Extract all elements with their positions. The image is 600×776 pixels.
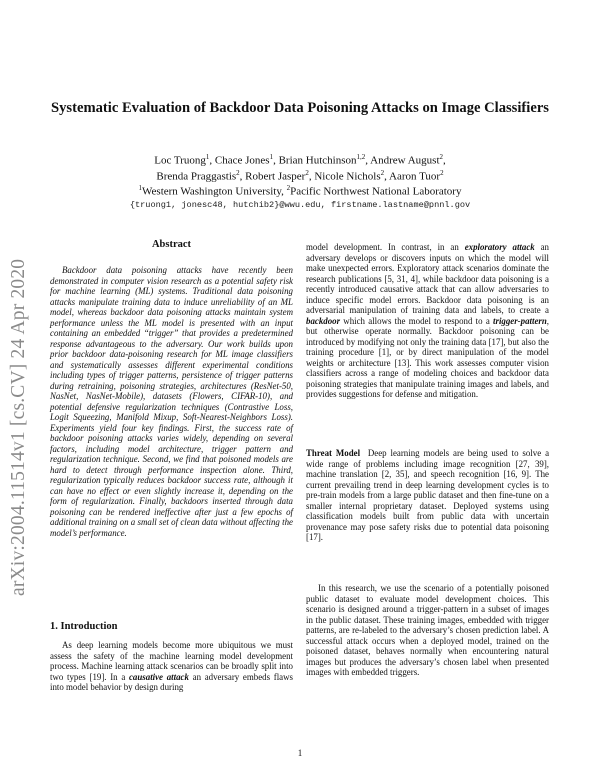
author-name: Loc Truong (154, 154, 206, 167)
introduction-body (50, 640, 293, 693)
affiliation-mark: 2 (439, 153, 443, 161)
right-column-paragraph-3 (306, 583, 549, 678)
abstract-body (50, 265, 293, 538)
affiliation-mark: 1 (138, 184, 143, 192)
abstract-heading: Abstract (151, 239, 192, 250)
body-paragraph (306, 448, 549, 543)
keyword-exploratory-attack: exploratory attack (464, 242, 535, 252)
section-heading-introduction: 1. Introduction (50, 621, 118, 632)
affiliations-line (0, 181, 600, 200)
author-separator: , (443, 154, 446, 167)
affiliation-mark: 2 (440, 169, 444, 177)
author-name: , Andrew August (365, 154, 440, 167)
paper-title: Systematic Evaluation of Backdoor Data Poisoning Attacks on Image Classifiers (51, 100, 549, 116)
author-emails: {truong1, jonesc48, hutchib2}@wwu.edu, firstname.lastname@pnnl.gov (129, 200, 471, 210)
body-text: Deep learning models are being used to solve a wide range of problems including image recognition [27, 39], machine translation [2, 35], and speech recognition [16, 9]. The current prevailing trend in deep learning development cycles is to pre-train models from a large public dataset and then fine-tune on a smaller internal proprietary dataset. Deployed systems using classification models built from public data with uncertain provenance may pose safety risks due to potential data poisoning [17]. (306, 448, 550, 542)
author-name: , Nicole Nichols (308, 170, 381, 183)
affiliation-mark: 1,2 (356, 153, 366, 161)
author-name: , Aaron Tuor (384, 170, 441, 183)
author-name: , Brian Hutchinson (273, 154, 357, 167)
page-number: 1 (297, 748, 303, 758)
threat-model-heading: Threat Model (306, 448, 361, 458)
affiliation-name: Western Washington University, (142, 185, 287, 198)
intro-paragraph (50, 640, 293, 693)
author-name: Brenda Praggastis (156, 170, 237, 183)
keyword-trigger-pattern: trigger-pattern (493, 315, 547, 326)
threat-model-paragraph (306, 448, 549, 543)
body-text: an adversary develops or discovers inputs on which the model will make unexpected errors. Exploratory attack scenarios dominate the research publications [5, 31, 4], while backdoor data poisoning is a recently introduced causative attack that can allow adversaries to induce specific model errors. Backdoor data poisoning is an adversarial manipulation of training data and labels, to create a (306, 242, 549, 315)
right-column-paragraph-1 (306, 242, 549, 400)
keyword-causative-attack: causative attack (128, 671, 189, 682)
body-text: , but otherwise operate normally. Backdoor poisoning can be introduced by modifying not only the training data [17], but also the training procedure [1], or by direct manipulation of the model weights or architecture [13]. This work assesses computer vision classifiers across a range of modeling choices and backdoor data poisoning strategies that manipulate training images and labels, and provides suggestions for defense and mitigation. (306, 315, 549, 399)
body-paragraph (306, 242, 549, 400)
body-text: model development. In contrast, in an (306, 242, 465, 252)
affiliation-mark: 2 (286, 184, 291, 192)
intro-text: As deep learning models become more ubiquitous we must assess the safety of the machine learning model development process. Machine learning attack scenarios can be broadly split into two types [19]. In a (50, 640, 293, 682)
affiliation-mark: 1 (205, 153, 210, 161)
body-text: which allows the model to respond to a (340, 315, 494, 326)
author-name: , Robert Jasper (239, 170, 306, 183)
body-paragraph: In this research, we use the scenario of a potentially poisoned public dataset to evaluate model development choices. This scenario is designed around a trigger-pattern in a subset of images in the public dataset. These training images, embedded with trigger patterns, are re-labeled to the adversary’s chosen prediction label. A successful attack occurs when a deployed model, trained on the poisoned dataset, behaves normally when encountering natural images but produces the adversary’s chosen label when presented images with embedded triggers. (306, 583, 549, 677)
arxiv-identifier-stamp: arXiv:2004.11514v1 [cs.CV] 24 Apr 2020 (8, 258, 29, 596)
affiliation-mark: 2 (305, 169, 309, 177)
author-name: , Chace Jones (209, 154, 270, 167)
affiliation-mark: 1 (269, 153, 274, 161)
keyword-backdoor: backdoor (306, 315, 341, 326)
affiliation-mark: 2 (236, 169, 240, 177)
affiliation-name: Pacific Northwest National Laboratory (290, 185, 462, 198)
intro-text: an adversary embeds flaws into model behavior by design during (50, 671, 293, 692)
abstract-text: Backdoor data poisoning attacks have recently been demonstrated in computer vision research as a potential safety risk for machine learning (ML) systems. Traditional data poisoning attacks manipulate training data to induce unreliability of an ML model, whereas backdoor data poisoning attacks maintain system performance unless the ML model is presented with an input containing an embedded “trigger” that provides a predetermined response advantageous to the adversary. Our work builds upon prior backdoor data-poisoning research for ML image classifiers and systematically assesses different experimental conditions including types of trigger patterns, persistence of trigger patterns during retraining, poisoning strategies, architectures (ResNet-50, NasNet, NasNet-Mobile), datasets (Flowers, CIFAR-10), and potential defensive regularization techniques (Contrastive Loss, Logit Squeezing, Manifold Mixup, Soft-Nearest-Neighbors Loss). Experiments yield four key findings. First, the success rate of backdoor poisoning attacks varies widely, depending on several factors, including model architecture, trigger pattern and regularization technique. Second, we find that poisoned models are hard to detect through performance inspection alone. Third, regularization typically reduces backdoor success rate, although it can have no effect or even slightly increase it, depending on the form of regularization. Finally, backdoors inserted through data poisoning can be rendered ineffective after just a few epochs of additional training on a small set of clean data without affecting the model’s performance. (50, 265, 293, 538)
affiliation-mark: 2 (380, 169, 385, 177)
